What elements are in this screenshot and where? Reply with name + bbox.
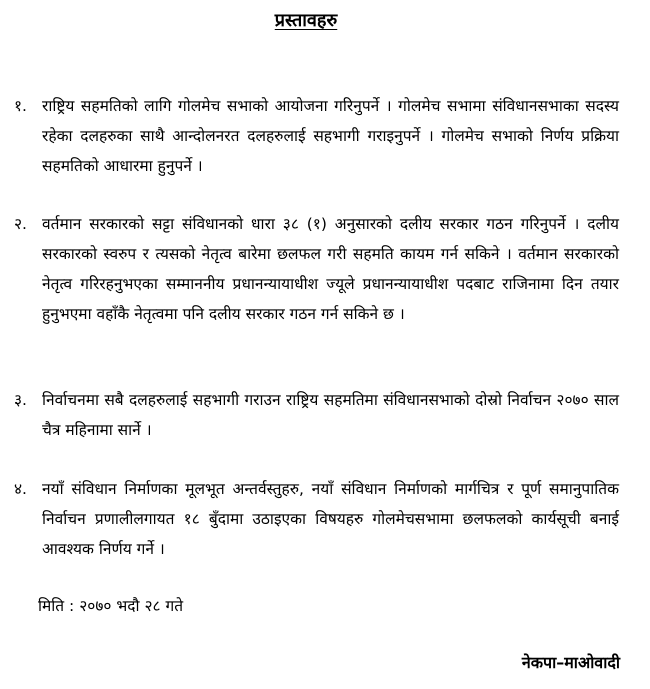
- point-text: वर्तमान सरकारको सट्टा संविधानको धारा ३८ (१) अनुसारको दलीय सरकार गठन गरिनुपर्ने । दलीय सरकारको स्वरुप र त्यसको नेतृत्व बारेमा छलफल गरी सहमति कायम गर्न सकिने । वर्तमान सरकारको नेतृत्व गरिरहनुभएका सम्माननीय प्रधानन्यायाधीश ज्यूले प्रधानन्यायाधीश पदबाट राजिनामा दिन तयार हुनुभएमा वहाँकै नेतृत्वमा पनि दलीय सरकार गठन गर्न सकिने छ ।: [42, 215, 619, 323]
- proposal-point-2: [14, 209, 619, 329]
- point-number: ४.: [14, 480, 27, 498]
- document-date: मिति : २०७० भदौ २८ गते: [38, 597, 184, 615]
- signature: नेकपा–माओवादी: [521, 653, 620, 672]
- point-text: निर्वाचनमा सबै दलहरुलाई सहभागी गराउन राष्ट्रिय सहमतिमा संविधानसभाको दोस्रो निर्वाचन २०७० साल चैत्र महिनामा सार्ने ।: [42, 391, 619, 439]
- proposal-point-1: [14, 91, 619, 181]
- point-text: नयाँ संविधान निर्माणका मूलभूत अन्तर्वस्तुहरु, नयाँ संविधान निर्माणको मार्गचित्र र पूर्ण समानुपातिक निर्वाचन प्रणालीलगायत १८ बुँदामा उठाइएका विषयहरु गोलमेचसभामा छलफलको कार्यसूची बनाई आवश्यक निर्णय गर्ने ।: [42, 480, 619, 558]
- point-number: २.: [14, 215, 27, 233]
- proposal-point-4: [14, 474, 619, 564]
- proposal-point-3: [14, 385, 619, 445]
- document-title: प्रस्तावहरु: [274, 10, 338, 31]
- point-number: १.: [14, 97, 27, 115]
- point-text: राष्ट्रिय सहमतिको लागि गोलमेच सभाको आयोजना गरिनुपर्ने । गोलमेच सभामा संविधानसभाका सदस्य रहेका दलहरुका साथै आन्दोलनरत दलहरुलाई सहभागी गराइनुपर्ने । गोलमेच सभाको निर्णय प्रक्रिया सहमतिको आधारमा हुनुपर्ने ।: [42, 97, 619, 175]
- point-number: ३.: [14, 391, 27, 409]
